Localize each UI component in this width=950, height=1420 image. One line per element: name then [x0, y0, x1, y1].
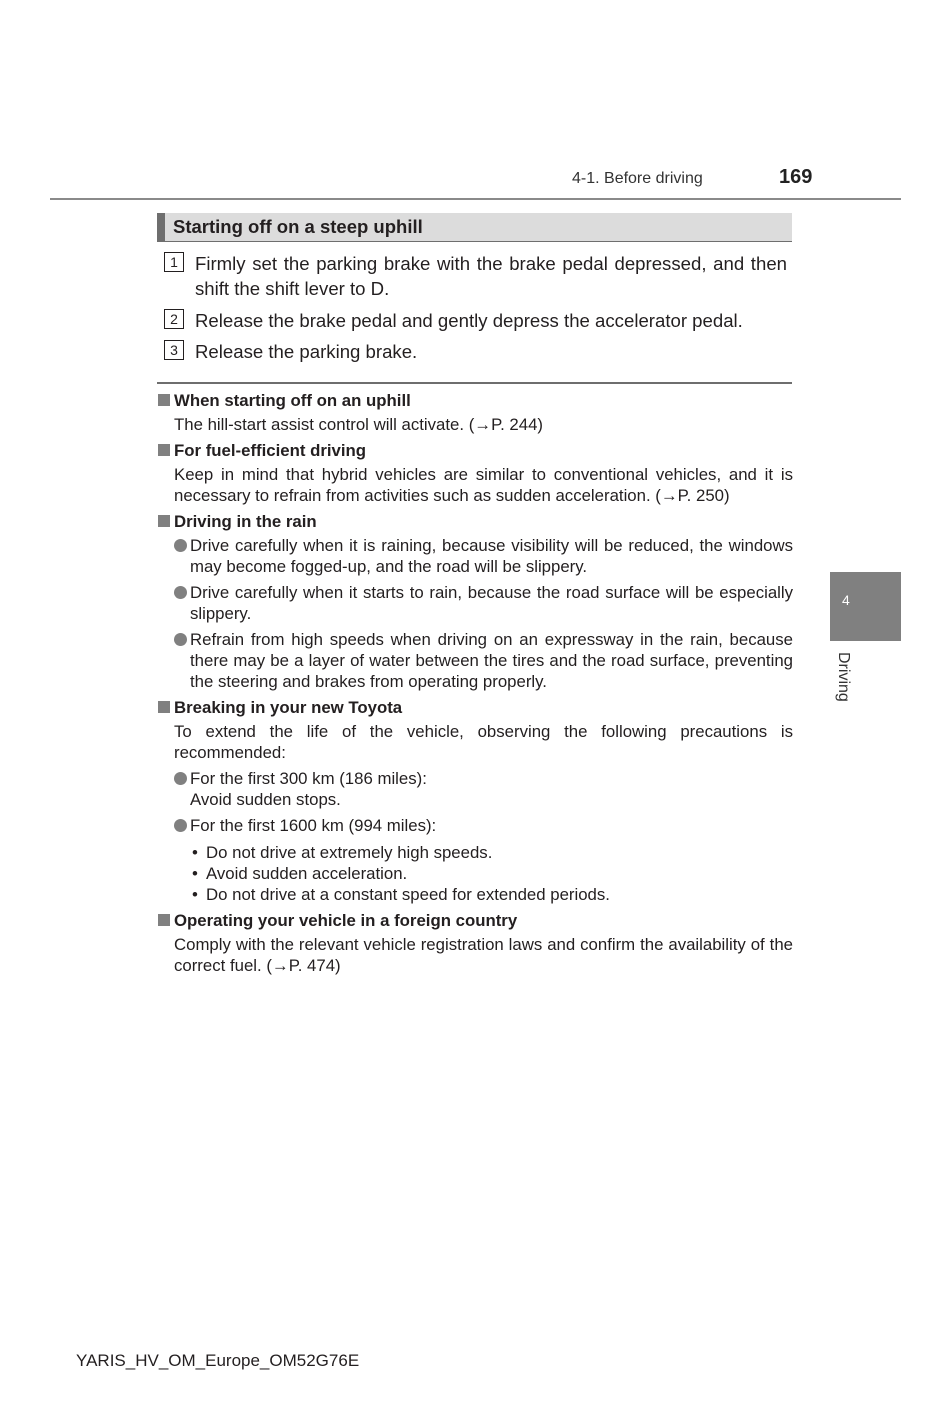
section-title-bar: [157, 213, 792, 242]
note-heading-breaking-in: [157, 697, 793, 718]
list-item-text: Avoid sudden stops.: [190, 790, 341, 809]
footer-doc-id: YARIS_HV_OM_Europe_OM52G76E: [76, 1351, 360, 1370]
section-title: Starting off on a steep uphill: [173, 216, 423, 237]
list-item: [157, 629, 793, 692]
list-item: [157, 768, 793, 810]
sub-list-item-text: Avoid sudden acceleration.: [206, 864, 408, 883]
list-item: [157, 535, 793, 577]
note-text-breaking-in: To extend the life of the vehicle, observing the following precautions is recommended:: [174, 722, 793, 762]
square-bullet-icon: [158, 394, 170, 406]
dot-bullet-icon: •: [192, 885, 198, 904]
note-heading-text: Driving in the rain: [174, 512, 317, 531]
circle-bullet-icon: [174, 819, 187, 832]
list-item-text: Drive carefully when it starts to rain, because the road surface will be especially slippery.: [190, 583, 793, 623]
dot-bullet-icon: •: [192, 864, 198, 883]
dot-bullet-icon: •: [192, 843, 198, 862]
list-item: [157, 582, 793, 624]
chapter-number: 4: [842, 592, 850, 608]
note-heading-fuel: [157, 440, 793, 461]
note-heading-foreign: [157, 910, 793, 931]
step-text: Release the parking brake.: [195, 341, 418, 362]
header-section-title: 4-1. Before driving: [572, 170, 703, 187]
chapter-label: Driving: [835, 652, 852, 702]
sub-list-item: [157, 842, 793, 863]
sub-list-item: [157, 884, 793, 905]
note-heading-text: When starting off on an uphill: [174, 391, 411, 410]
list-item: [157, 815, 793, 836]
note-text-fuel: Keep in mind that hybrid vehicles are similar to conventional vehicles, and it is necessary to refrain from activities such as sudden acceleration. (→P. 250): [174, 465, 793, 505]
page-number: 169: [779, 166, 813, 188]
square-bullet-icon: [158, 701, 170, 713]
list-item-text: Refrain from high speeds when driving on an expressway in the rain, because there may be a layer of water between the tires and the road surface, preventing the steering and brakes from operating properly.: [190, 630, 793, 691]
header-divider: [50, 198, 901, 200]
notes-content: [157, 390, 793, 981]
note-heading-text: Breaking in your new Toyota: [174, 698, 403, 717]
square-bullet-icon: [158, 914, 170, 926]
step-text: Release the brake pedal and gently depress the accelerator pedal.: [195, 310, 743, 331]
sub-list-item: [157, 863, 793, 884]
sub-list-item-text: Do not drive at a constant speed for extended periods.: [206, 885, 610, 904]
circle-bullet-icon: [174, 772, 187, 785]
step-number-box: 2: [164, 309, 184, 329]
circle-bullet-icon: [174, 586, 187, 599]
note-heading-rain: [157, 511, 793, 532]
square-bullet-icon: [158, 515, 170, 527]
circle-bullet-icon: [174, 633, 187, 646]
note-heading-text: Operating your vehicle in a foreign country: [174, 911, 518, 930]
sub-list: [157, 842, 793, 905]
circle-bullet-icon: [174, 539, 187, 552]
sub-list-item-text: Do not drive at extremely high speeds.: [206, 843, 493, 862]
note-text-uphill: The hill-start assist control will activate. (→P. 244): [174, 415, 544, 434]
step-number-box: 3: [164, 340, 184, 360]
step-number-box: 1: [164, 252, 184, 272]
list-item-text: For the first 1600 km (994 miles):: [190, 816, 437, 835]
notes-divider: [157, 382, 792, 384]
chapter-tab: [830, 572, 901, 641]
step-text: Firmly set the parking brake with the brake pedal depressed, and then shift the shift lever to D.: [195, 253, 787, 299]
list-item-text: Drive carefully when it is raining, because visibility will be reduced, the windows may become fogged-up, and the road will be slippery.: [190, 536, 793, 576]
note-heading-uphill: [157, 390, 793, 411]
note-text-foreign: Comply with the relevant vehicle registration laws and confirm the availability of the correct fuel. (→P. 474): [174, 935, 793, 975]
square-bullet-icon: [158, 444, 170, 456]
list-item-text: For the first 300 km (186 miles):: [190, 769, 427, 788]
note-heading-text: For fuel-efficient driving: [174, 441, 367, 460]
